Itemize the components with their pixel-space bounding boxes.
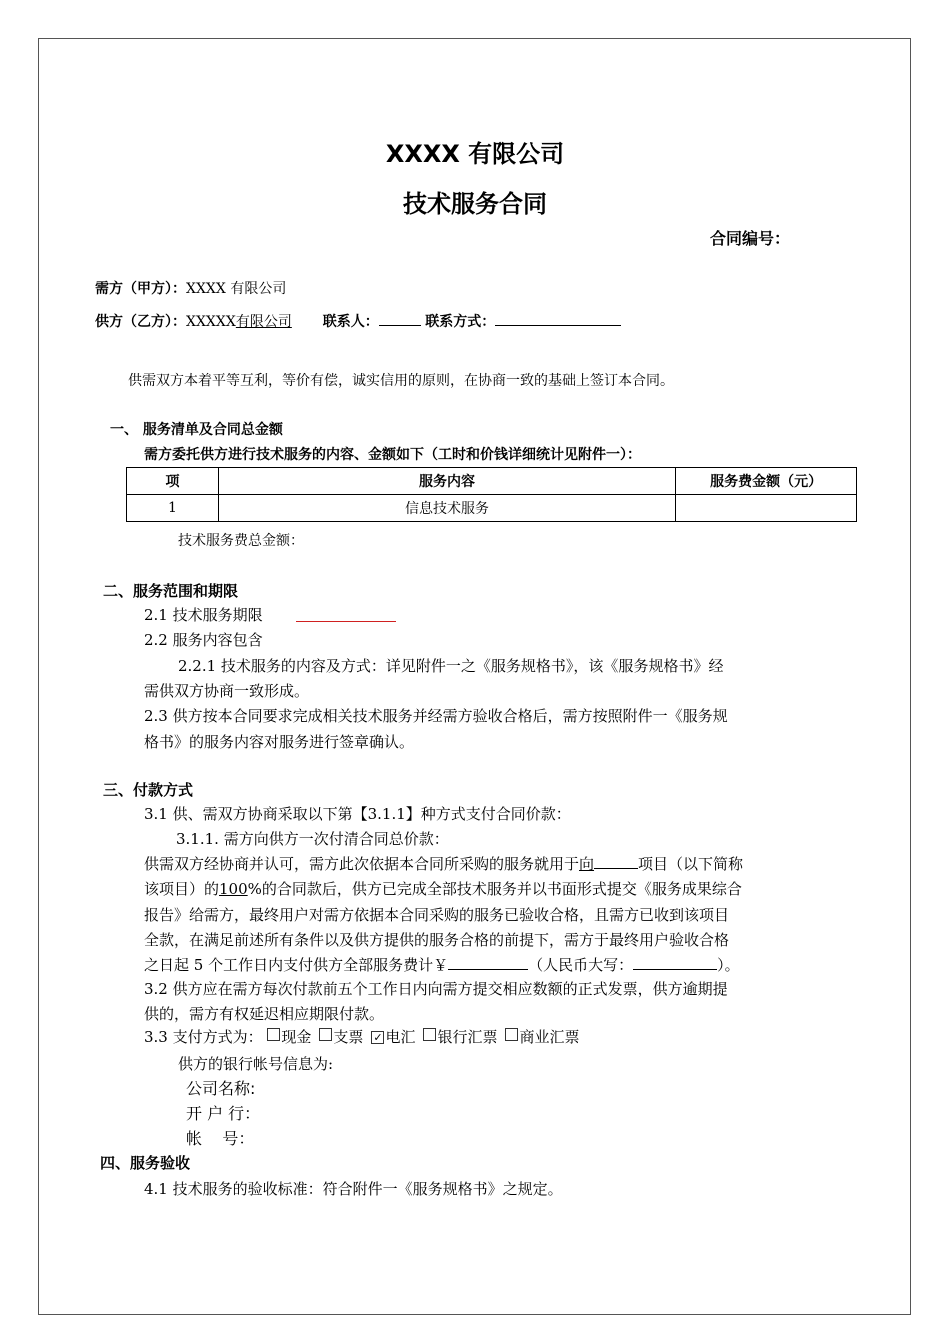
payment-option-2[interactable] [371, 1028, 415, 1046]
item-2-3-line2: 格书》的服务内容对服务进行签章确认。 [144, 733, 415, 751]
section1-subheading: 需方委托供方进行技术服务的内容、金额如下（工时和价钱详细统计见附件一）： [144, 447, 641, 463]
checkbox-icon[interactable] [423, 1028, 436, 1041]
payment-para-line5-tail: ）。 [717, 956, 740, 974]
payment-option-label: 商业汇票 [519, 1028, 580, 1046]
bank-account-label: 帐 号： [186, 1129, 255, 1148]
item-2-2-1-line2: 需供双方协商一致形成。 [144, 682, 310, 700]
section1-heading: 一、 服务清单及合同总金额 [110, 422, 283, 438]
company-title: XXXX 有限公司 [385, 140, 565, 168]
item-2-2-1-line1: 2.2.1 技术服务的内容及方式：详见附件一之《服务规格书》，该《服务规格书》经 [178, 657, 724, 675]
percent-field[interactable]: 100 [219, 880, 248, 898]
table-header-row [127, 468, 857, 495]
item-3-1: 3.1 供、需双方协商采取以下第【3.1.1】种方式支付合同价款： [144, 805, 571, 823]
party-b-label: 供方（乙方）： [95, 314, 186, 330]
checkbox-icon[interactable] [505, 1028, 518, 1041]
payment-para-line2-text: 该项目）的 [144, 880, 220, 898]
contact-blank[interactable] [379, 311, 421, 326]
payment-para-line4: 全款，在满足前述所有条件以及供方提供的服务合格的前提下，需方于最终用户验收合格 [144, 931, 730, 949]
payment-para-line1-text: 供需双方经协商并认可，需方此次依据本合同所采购的服务就用于 [144, 855, 580, 873]
table-header-item: 项 [127, 468, 219, 495]
payment-option-label: 支票 [333, 1028, 364, 1046]
party-a-label: 需方（甲方）： [95, 281, 186, 297]
table-header-fee: 服务费金额（元） [676, 468, 857, 495]
table-cell-content: 信息技术服务 [218, 495, 675, 522]
item-3-2-line2: 供的，需方有权延迟相应期限付款。 [144, 1005, 385, 1023]
contact-method-label: 联系方式： [425, 314, 496, 330]
amount-figures-blank[interactable] [448, 955, 528, 970]
payment-methods-label: 3.3 支付方式为： [144, 1028, 263, 1046]
party-a [95, 278, 286, 298]
payment-option-0[interactable] [267, 1028, 311, 1046]
item-3-2-line1: 3.2 供方应在需方每次付款前五个工作日内向需方提交相应数额的正式发票，供方逾期提 [144, 980, 728, 998]
party-b-name-suffix: 有限公司 [235, 314, 292, 330]
item-4-1: 4.1 技术服务的验收标准：符合附件一《服务规格书》之规定。 [144, 1180, 563, 1198]
checkbox-icon[interactable] [267, 1028, 280, 1041]
project-name-blank[interactable] [594, 854, 638, 869]
bank-company-label: 公司名称: [186, 1079, 256, 1098]
party-b [95, 311, 621, 331]
contact-method-blank[interactable] [495, 311, 621, 326]
party-a-name: XXXX 有限公司 [186, 281, 287, 297]
project-name-field[interactable]: 向 [579, 855, 595, 873]
payment-option-label: 银行汇票 [437, 1028, 498, 1046]
contract-number-label: 合同编号： [710, 229, 791, 248]
checkbox-icon[interactable] [319, 1028, 332, 1041]
item-2-3-line1: 2.3 供方按本合同要求完成相关技术服务并经需方验收合格后，需方按照附件一《服务规 [144, 707, 728, 725]
payment-options-group [267, 1028, 587, 1046]
document-title: 技术服务合同 [403, 190, 547, 218]
payment-para-line1 [144, 853, 743, 874]
payment-option-3[interactable] [423, 1028, 497, 1046]
item-2-2: 2.2 服务内容包含 [144, 631, 263, 649]
payment-methods [144, 1026, 587, 1047]
section4-heading: 四、服务验收 [100, 1154, 191, 1172]
table-cell-item: 1 [127, 495, 219, 522]
payment-para-line1-tail: 项目（以下简称 [638, 855, 744, 873]
payment-para-line2 [144, 878, 742, 899]
payment-option-4[interactable] [505, 1028, 579, 1046]
table-cell-fee[interactable] [676, 495, 857, 522]
contact-label: 联系人： [322, 314, 379, 330]
payment-option-label: 电汇 [385, 1028, 416, 1046]
item-2-1: 2.1 技术服务期限 [144, 606, 263, 624]
service-period-blank[interactable] [296, 621, 396, 622]
section3-heading: 三、付款方式 [103, 781, 194, 799]
payment-para-line2-tail: %的合同款后，供方已完成全部技术服务并以书面形式提交《服务成果综合 [247, 880, 742, 898]
amount-words-blank[interactable] [633, 955, 717, 970]
party-b-name-prefix: XXXXX [186, 314, 236, 330]
checkbox-checked-icon[interactable]: ✓ [373, 1031, 383, 1044]
item-3-1-1: 3.1.1. 需方向供方一次付清合同总价款： [176, 830, 449, 848]
section2-heading: 二、服务范围和期限 [103, 582, 239, 600]
payment-option-label: 现金 [281, 1028, 312, 1046]
table-row [127, 495, 857, 522]
payment-para-line5-text: 之日起 5 个工作日内支付供方全部服务费计￥ [144, 956, 449, 974]
intro-paragraph: 供需双方本着平等互利，等价有偿，诚实信用的原则，在协商一致的基础上签订本合同。 [128, 373, 674, 389]
table-header-content: 服务内容 [218, 468, 675, 495]
amount-words-label: （人民币大写： [528, 956, 634, 974]
bank-intro: 供方的银行帐号信息为: [178, 1055, 334, 1073]
payment-para-line3: 报告》给需方，最终用户对需方依据本合同采购的服务已验收合格，且需方已收到该项目 [144, 906, 730, 924]
bank-branch-label: 开 户 行： [186, 1104, 261, 1123]
payment-para-line5 [144, 954, 740, 975]
service-table [126, 467, 857, 522]
payment-option-1[interactable] [319, 1028, 363, 1046]
total-amount-label: 技术服务费总金额： [178, 533, 304, 549]
